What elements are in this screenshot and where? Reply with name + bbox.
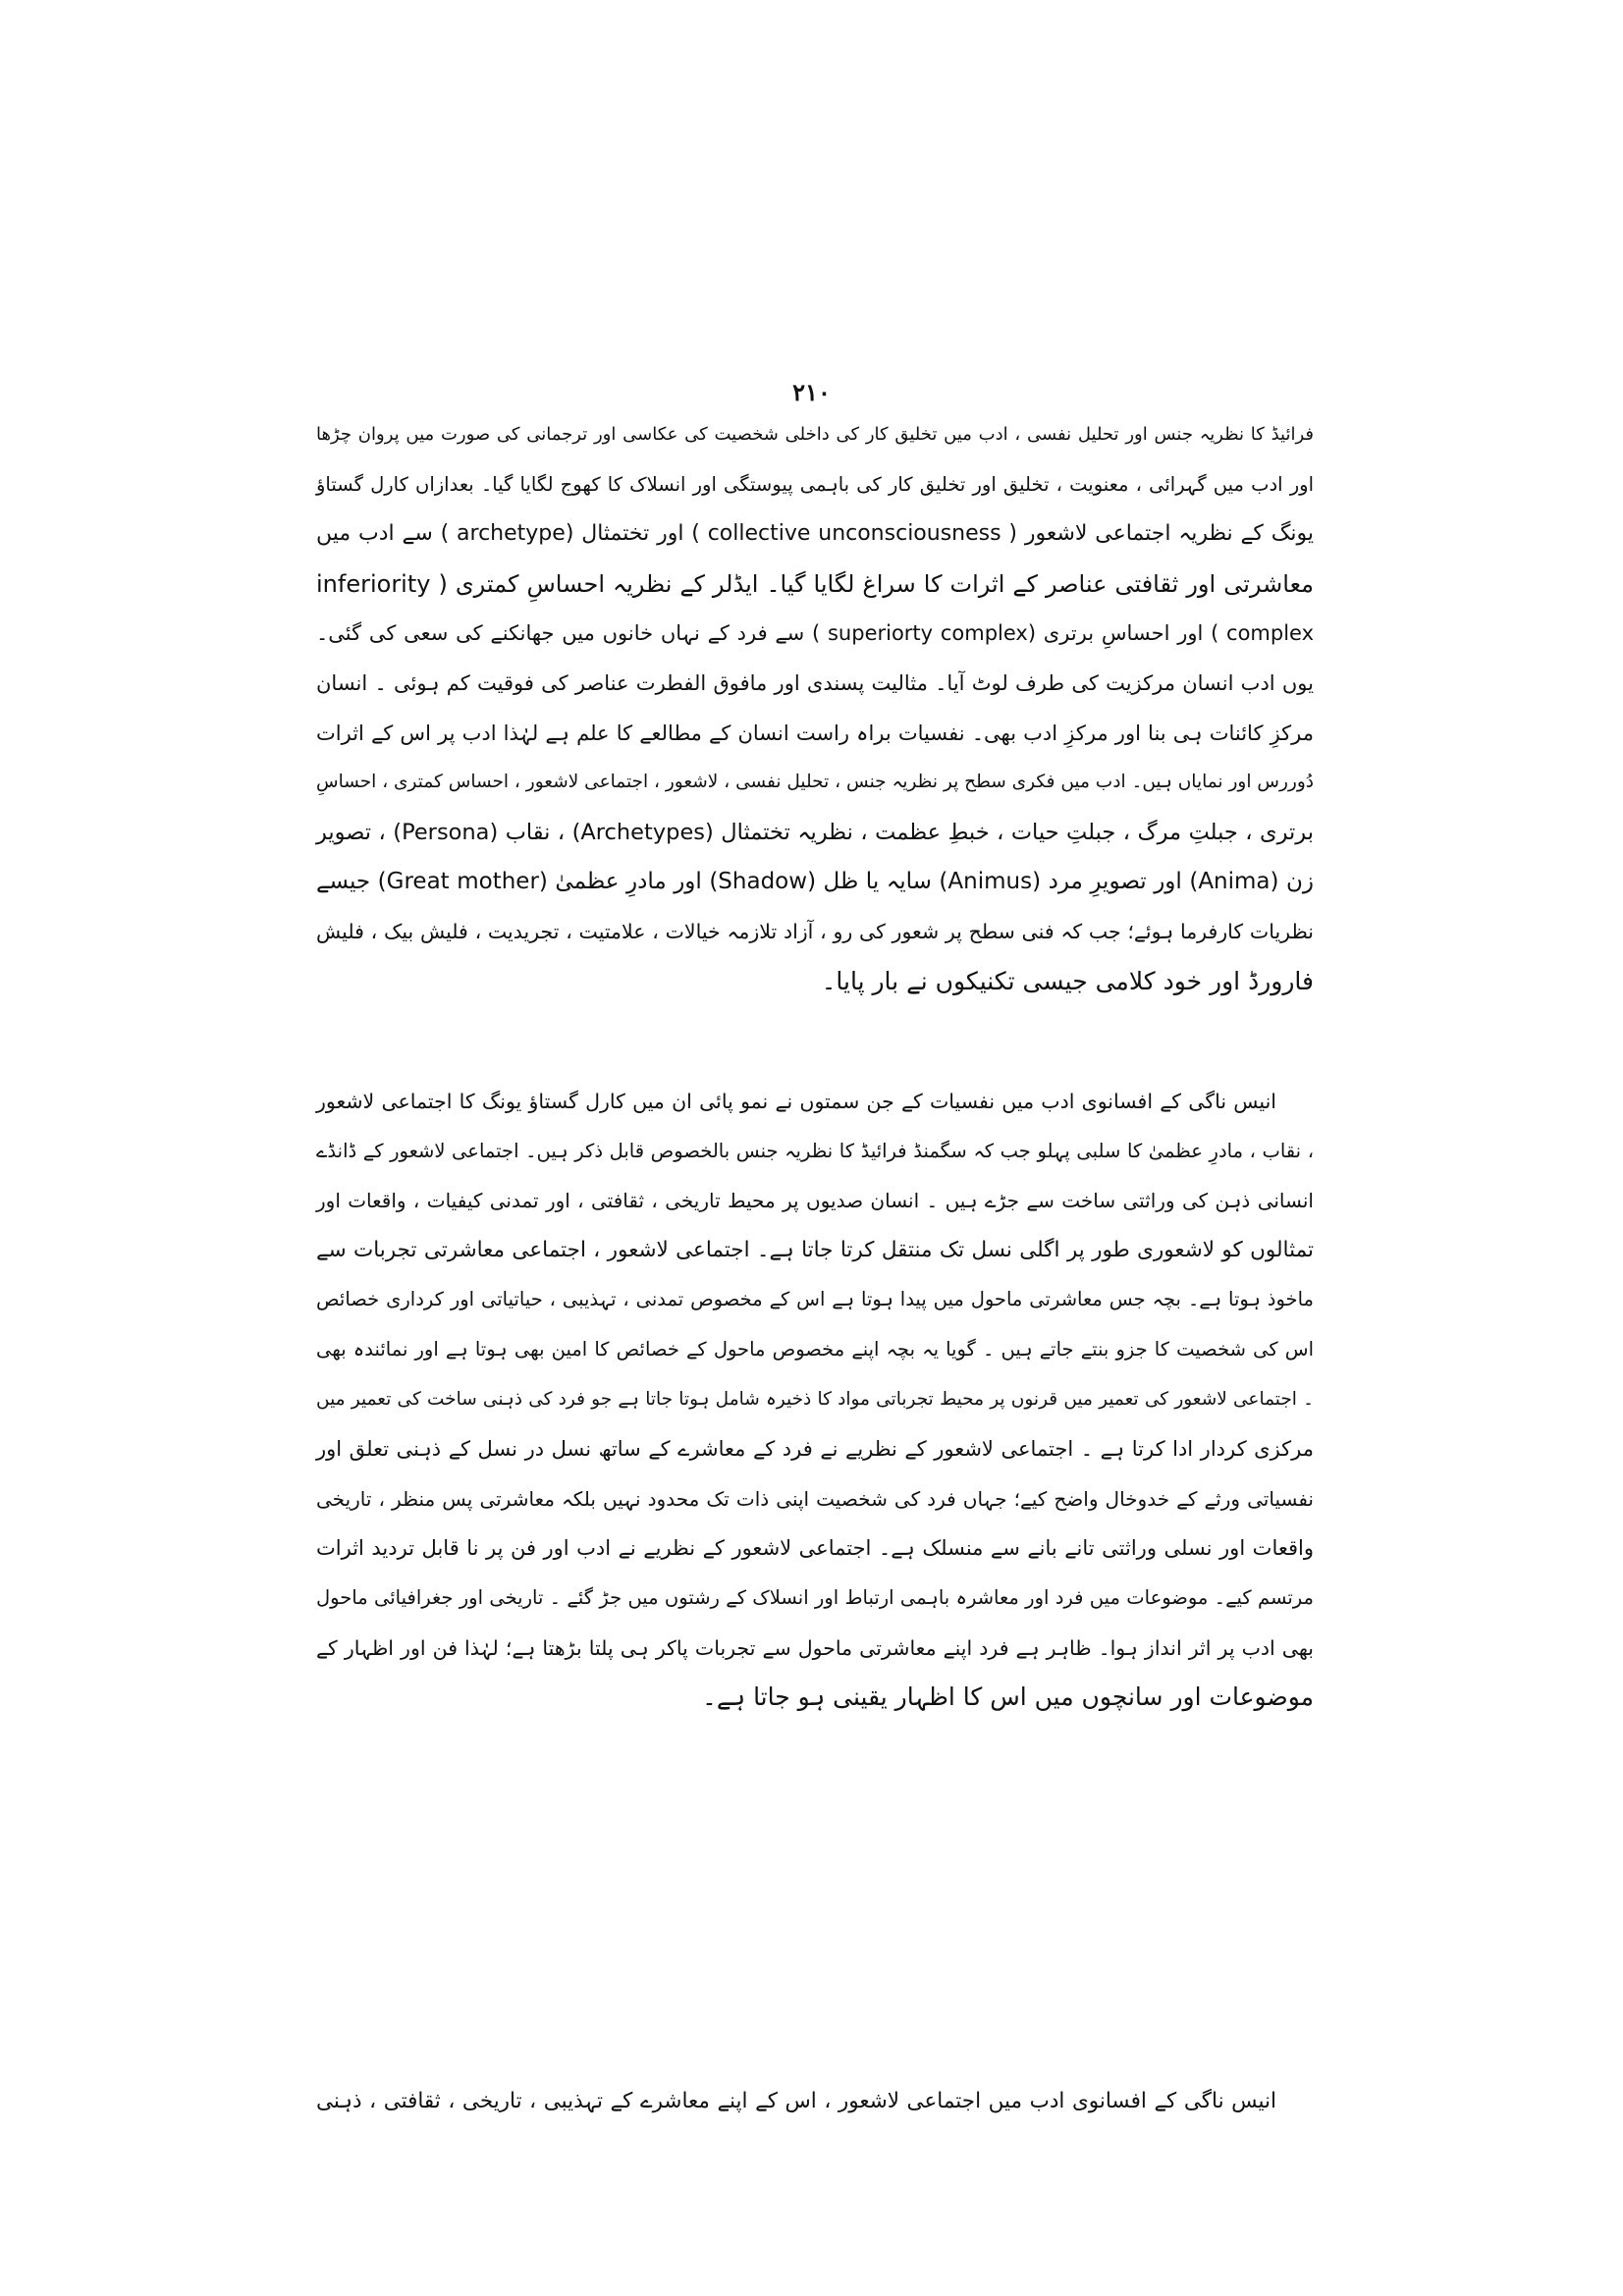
paragraph-line: انیس ناگی کے افسانوی ادب میں نفسیات کے جن سمتوں نے نمو پائی ان میں کارل گستاؤ یونگ کا اجتماعی لاشعور bbox=[316, 1090, 1276, 1113]
paragraph-line: موضوعات اور سانچوں میں اس کا اظہار یقینی ہو جاتا ہے۔ bbox=[702, 1682, 1314, 1712]
paragraph-line: انسانی ذہن کی وراثتی ساخت سے جڑے ہیں ۔ انسان صدیوں پر محیط تاریخی ، ثقافتی ، اور تمدنی کیفیات ، واقعات اور bbox=[316, 1189, 1314, 1213]
paragraph-3 bbox=[316, 2077, 1314, 2127]
paragraph-line: نظریات کارفرما ہوئے؛ جب کہ فنی سطح پر شعور کی رو ، آزاد تلازمہ خیالات ، علامتیت ، تجریدیت ، فلیش بیک ، فلیش bbox=[316, 919, 1314, 943]
page-number: ۲۱۰ bbox=[792, 378, 831, 406]
paragraph-line: فارورڈ اور خود کلامی جیسی تکنیکوں نے بار پایا۔ bbox=[821, 966, 1314, 995]
paragraph-line: انیس ناگی کے افسانوی ادب میں اجتماعی لاشعور ، اس کے اپنے معاشرے کے تہذیبی ، تاریخی ، ثقافتی ، ذہنی bbox=[316, 2089, 1276, 2113]
paragraph-line: اس کی شخصیت کا جزو بنتے جاتے ہیں ۔ گویا یہ بچہ اپنے مخصوص ماحول کے خصائص کا امین بھی ہوتا ہے اور نمائندہ بھی bbox=[316, 1337, 1314, 1361]
paragraph-line: ۔ اجتماعی لاشعور کی تعمیر میں قرنوں پر محیط تجرباتی مواد کا ذخیرہ شامل ہوتا جاتا ہے جو فرد کی ذہنی ساخت کی تعمیر میں bbox=[316, 1388, 1314, 1410]
paragraph-line: بھی ادب پر اثر انداز ہوا۔ ظاہر ہے فرد اپنے معاشرتی ماحول سے تجربات پاکر ہی پلتا بڑھتا ہے؛ لہٰذا فن اور اظہار کے bbox=[316, 1635, 1314, 1660]
paragraph-line: معاشرتی اور ثقافتی عناصر کے اثرات کا سراغ لگایا گیا۔ ایڈلر کے نظریہ احساسِ کمتری ( inferiority bbox=[316, 569, 1314, 598]
paragraph-line: مرتسم کیے۔ موضوعات میں فرد اور معاشرہ باہمی ارتباط اور انسلاک کے رشتوں میں جڑ گئے ۔ تاریخی اور جغرافیائی ماحول bbox=[316, 1585, 1314, 1609]
paragraph-2 bbox=[316, 1077, 1314, 1723]
paragraph-line: دُوررس اور نمایاں ہیں۔ ادب میں فکری سطح پر نظریہ جنس ، تحلیل نفسی ، لاشعور ، اجتماعی لاشعور ، احساس کمتری ، احساسِ bbox=[316, 772, 1314, 793]
paragraph-line: یونگ کے نظریہ اجتماعی لاشعور ( collective unconsciousness ) اور تختمثال (archetype ) سے ادب میں bbox=[316, 521, 1314, 547]
paragraph-1 bbox=[316, 410, 1314, 1006]
paragraph-line: تمثالوں کو لاشعوری طور پر اگلی نسل تک منتقل کرتا جاتا ہے۔ اجتماعی لاشعور ، اجتماعی معاشرتی تجربات سے bbox=[316, 1237, 1314, 1262]
paragraph-line: اور ادب میں گہرائی ، معنویت ، تخلیق اور تخلیق کار کی باہمی پیوستگی اور انسلاک کا کھوج لگایا گیا۔ بعدازاں کارل گستاؤ bbox=[316, 472, 1314, 496]
paragraph-line: مرکزی کردار ادا کرتا ہے ۔ اجتماعی لاشعور کے نظریے نے فرد کے معاشرے کے ساتھ نسل در نسل کے ذہنی تعلق اور bbox=[316, 1437, 1314, 1462]
paragraph-line: نفسیاتی ورثے کے خدوخال واضح کیے؛ جہاں فرد کی شخصیت اپنی ذات تک محدود نہیں بلکہ معاشرتی پس منظر ، تاریخی bbox=[316, 1486, 1314, 1511]
paragraph-line: ماخوذ ہوتا ہے۔ بچہ جس معاشرتی ماحول میں پیدا ہوتا ہے اس کے مخصوص تمدنی ، تہذیبی ، حیاتیاتی اور کرداری خصائص bbox=[316, 1288, 1314, 1311]
paragraph-line: ، نقاب ، مادرِ عظمیٰ کا سلبی پہلو جب کہ سگمنڈ فرائیڈ کا نظریہ جنس بالخصوص قابل ذکر ہیں۔ اجتماعی لاشعور کے ڈانڈے bbox=[316, 1139, 1314, 1162]
paragraph-line: مرکزِ کائنات ہی بنا اور مرکزِ ادب بھی۔ نفسیات براہ راست انسان کے مطالعے کا علم ہے لہٰذا ادب پر اس کے اثرات bbox=[316, 721, 1314, 745]
paragraph-line: واقعات اور نسلی وراثتی تانے بانے سے منسلک ہے۔ اجتماعی لاشعور کے نظریے نے ادب اور فن پر نا قابل تردید اثرات bbox=[316, 1536, 1314, 1561]
paragraph-line: complex ) اور احساسِ برتری (superiorty complex ) سے فرد کے نہاں خانوں میں جھانکنے کی سعی کی گئی۔ bbox=[316, 621, 1315, 646]
paragraph-line: یوں ادب انسان مرکزیت کی طرف لوٹ آیا۔ مثالیت پسندی اور مافوق الفطرت عناصر کی فوقیت کم ہوئی ۔ انسان bbox=[316, 670, 1314, 695]
paragraph-line: زن (Anima) اور تصویرِ مرد (Animus) سایہ یا ظل (Shadow) اور مادرِ عظمیٰ (Great mother) جیسے bbox=[316, 869, 1315, 895]
paragraph-line: برتری ، جبلتِ مرگ ، جبلتِ حیات ، خبطِ عظمت ، نظریہ تختمثال (Archetypes) ، نقاب (Persona) ، تصویر bbox=[316, 819, 1314, 845]
paragraph-line: فرائیڈ کا نظریہ جنس اور تحلیل نفسی ، ادب میں تخلیق کار کی داخلی شخصیت کی عکاسی اور ترجمانی کی صورت میں پروان چڑھا bbox=[316, 424, 1314, 445]
